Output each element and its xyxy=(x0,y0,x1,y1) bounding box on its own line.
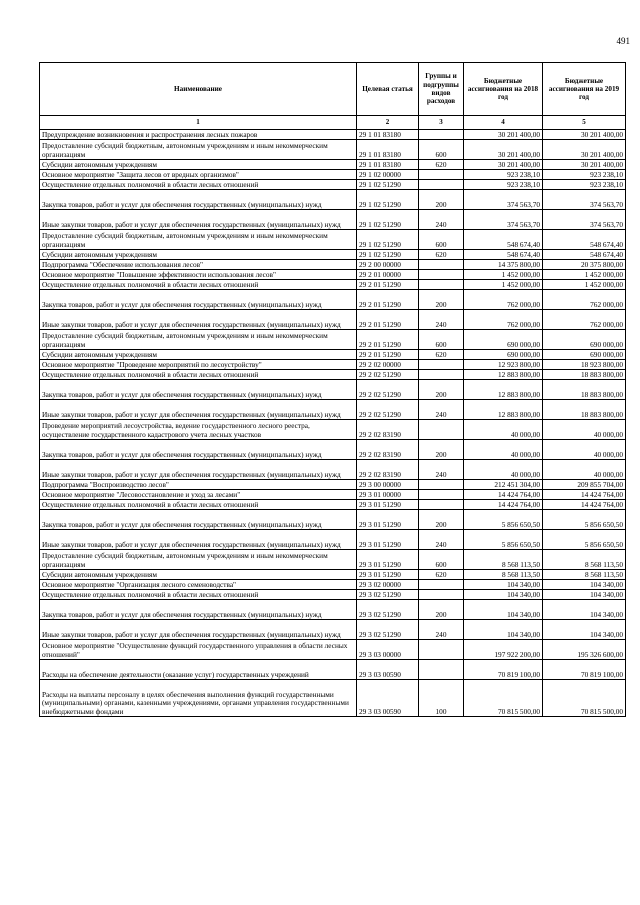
row-expense-group xyxy=(419,590,464,600)
row-target-article: 29 3 02 00000 xyxy=(357,580,419,590)
row-allocation-2018: 70 819 100,00 xyxy=(464,660,543,680)
row-allocation-2019: 762 000,00 xyxy=(543,290,626,310)
row-expense-group xyxy=(419,500,464,510)
table-body xyxy=(40,130,626,717)
column-number: 5 xyxy=(543,116,626,130)
table-row xyxy=(40,330,626,350)
table-row xyxy=(40,490,626,500)
row-allocation-2019: 1 452 000,00 xyxy=(543,270,626,280)
row-allocation-2019: 923 238,10 xyxy=(543,180,626,190)
row-target-article: 29 3 02 51290 xyxy=(357,620,419,640)
row-expense-group: 240 xyxy=(419,210,464,230)
table-row xyxy=(40,440,626,460)
row-allocation-2019: 18 883 800,00 xyxy=(543,400,626,420)
row-allocation-2018: 374 563,70 xyxy=(464,210,543,230)
row-name: Основное мероприятие "Повышение эффективности использования лесов" xyxy=(40,270,357,280)
column-number-row xyxy=(40,116,626,130)
row-expense-group xyxy=(419,360,464,370)
row-allocation-2018: 12 883 800,00 xyxy=(464,380,543,400)
table-row xyxy=(40,500,626,510)
table-row xyxy=(40,210,626,230)
row-name: Закупка товаров, работ и услуг для обеспечения государственных (муниципальных) нужд xyxy=(40,440,357,460)
row-allocation-2019: 40 000,00 xyxy=(543,460,626,480)
row-target-article: 29 3 02 51290 xyxy=(357,590,419,600)
row-target-article: 29 3 03 00000 xyxy=(357,640,419,660)
row-allocation-2019: 690 000,00 xyxy=(543,350,626,360)
row-target-article: 29 2 02 83190 xyxy=(357,420,419,440)
row-allocation-2018: 30 201 400,00 xyxy=(464,140,543,160)
row-expense-group xyxy=(419,130,464,140)
row-name: Расходы на обеспечение деятельности (оказание услуг) государственных учреждений xyxy=(40,660,357,680)
row-expense-group: 200 xyxy=(419,190,464,210)
table-row xyxy=(40,360,626,370)
row-target-article: 29 1 02 51290 xyxy=(357,230,419,250)
row-allocation-2019: 104 340,00 xyxy=(543,620,626,640)
row-allocation-2018: 762 000,00 xyxy=(464,290,543,310)
page-number: 491 xyxy=(616,36,630,46)
table-row xyxy=(40,480,626,490)
row-allocation-2019: 548 674,40 xyxy=(543,250,626,260)
row-expense-group: 620 xyxy=(419,160,464,170)
row-name: Предупреждение возникновения и распространения лесных пожаров xyxy=(40,130,357,140)
header-2019: Бюджетные ассигнования на 2019 год xyxy=(543,63,626,116)
row-allocation-2019: 14 424 764,00 xyxy=(543,500,626,510)
row-allocation-2019: 8 568 113,50 xyxy=(543,550,626,570)
table-row xyxy=(40,550,626,570)
row-target-article: 29 3 01 51290 xyxy=(357,530,419,550)
row-name: Иные закупки товаров, работ и услуг для обеспечения государственных (муниципальных) нужд xyxy=(40,530,357,550)
table-row xyxy=(40,370,626,380)
row-allocation-2018: 40 000,00 xyxy=(464,420,543,440)
row-expense-group: 200 xyxy=(419,290,464,310)
row-allocation-2018: 1 452 000,00 xyxy=(464,280,543,290)
row-name: Осуществление отдельных полномочий в области лесных отношений xyxy=(40,280,357,290)
row-expense-group: 620 xyxy=(419,570,464,580)
row-target-article: 29 2 02 83190 xyxy=(357,460,419,480)
row-name: Иные закупки товаров, работ и услуг для обеспечения государственных (муниципальных) нужд xyxy=(40,400,357,420)
row-allocation-2018: 40 000,00 xyxy=(464,440,543,460)
row-allocation-2018: 1 452 000,00 xyxy=(464,270,543,280)
row-allocation-2019: 690 000,00 xyxy=(543,330,626,350)
row-target-article: 29 1 02 51290 xyxy=(357,180,419,190)
column-number: 4 xyxy=(464,116,543,130)
row-target-article: 29 2 00 00000 xyxy=(357,260,419,270)
row-name: Предоставление субсидий бюджетным, автономным учреждениям и иным некоммерческим организациям xyxy=(40,230,357,250)
row-allocation-2019: 104 340,00 xyxy=(543,600,626,620)
table-row xyxy=(40,250,626,260)
row-allocation-2019: 30 201 400,00 xyxy=(543,160,626,170)
row-target-article: 29 1 02 51290 xyxy=(357,210,419,230)
row-allocation-2019: 8 568 113,50 xyxy=(543,570,626,580)
row-allocation-2018: 374 563,70 xyxy=(464,190,543,210)
table-row xyxy=(40,190,626,210)
row-target-article: 29 2 02 83190 xyxy=(357,440,419,460)
row-name: Закупка товаров, работ и услуг для обеспечения государственных (муниципальных) нужд xyxy=(40,290,357,310)
row-allocation-2018: 30 201 400,00 xyxy=(464,130,543,140)
row-allocation-2018: 104 340,00 xyxy=(464,580,543,590)
row-allocation-2019: 18 923 800,00 xyxy=(543,360,626,370)
row-allocation-2019: 18 883 800,00 xyxy=(543,380,626,400)
row-name: Основное мероприятие "Организация лесного семеноводства" xyxy=(40,580,357,590)
row-name: Иные закупки товаров, работ и услуг для обеспечения государственных (муниципальных) нужд xyxy=(40,460,357,480)
row-expense-group xyxy=(419,260,464,270)
row-expense-group: 240 xyxy=(419,400,464,420)
table-row xyxy=(40,420,626,440)
row-expense-group: 620 xyxy=(419,350,464,360)
row-allocation-2018: 14 424 764,00 xyxy=(464,490,543,500)
row-name: Проведение мероприятий лесоустройства, ведение государственного лесного реестра, осуществление государственного кадастрового учета лесных участков xyxy=(40,420,357,440)
row-allocation-2019: 70 819 100,00 xyxy=(543,660,626,680)
table-row xyxy=(40,380,626,400)
row-name: Осуществление отдельных полномочий в области лесных отношений xyxy=(40,370,357,380)
row-name: Закупка товаров, работ и услуг для обеспечения государственных (муниципальных) нужд xyxy=(40,380,357,400)
row-name: Закупка товаров, работ и услуг для обеспечения государственных (муниципальных) нужд xyxy=(40,190,357,210)
column-number: 2 xyxy=(357,116,419,130)
table-row xyxy=(40,580,626,590)
table-row xyxy=(40,290,626,310)
row-target-article: 29 3 02 51290 xyxy=(357,600,419,620)
row-target-article: 29 2 02 00000 xyxy=(357,360,419,370)
header-row xyxy=(40,63,626,116)
row-target-article: 29 1 02 00000 xyxy=(357,170,419,180)
row-allocation-2019: 70 815 500,00 xyxy=(543,680,626,717)
column-number: 1 xyxy=(40,116,357,130)
row-expense-group: 600 xyxy=(419,230,464,250)
row-expense-group: 200 xyxy=(419,600,464,620)
row-target-article: 29 2 01 51290 xyxy=(357,350,419,360)
row-allocation-2019: 40 000,00 xyxy=(543,420,626,440)
row-name: Субсидии автономным учреждениям xyxy=(40,160,357,170)
table-row xyxy=(40,620,626,640)
table-row xyxy=(40,280,626,290)
row-expense-group: 200 xyxy=(419,380,464,400)
row-name: Основное мероприятие "Лесовосстановление и уход за лесами" xyxy=(40,490,357,500)
row-name: Предоставление субсидий бюджетным, автономным учреждениям и иным некоммерческим организациям xyxy=(40,330,357,350)
row-allocation-2019: 18 883 800,00 xyxy=(543,370,626,380)
table-row xyxy=(40,260,626,270)
row-allocation-2018: 104 340,00 xyxy=(464,600,543,620)
row-allocation-2019: 40 000,00 xyxy=(543,440,626,460)
column-number: 3 xyxy=(419,116,464,130)
row-allocation-2018: 690 000,00 xyxy=(464,350,543,360)
row-target-article: 29 3 01 00000 xyxy=(357,490,419,500)
table-row xyxy=(40,350,626,360)
row-name: Осуществление отдельных полномочий в области лесных отношений xyxy=(40,590,357,600)
row-allocation-2019: 1 452 000,00 xyxy=(543,280,626,290)
row-expense-group xyxy=(419,660,464,680)
row-name: Субсидии автономным учреждениям xyxy=(40,250,357,260)
row-expense-group xyxy=(419,370,464,380)
table-row xyxy=(40,230,626,250)
row-target-article: 29 3 01 51290 xyxy=(357,550,419,570)
row-target-article: 29 1 01 83180 xyxy=(357,140,419,160)
table-row xyxy=(40,530,626,550)
row-expense-group: 620 xyxy=(419,250,464,260)
table-row xyxy=(40,590,626,600)
row-expense-group xyxy=(419,280,464,290)
row-allocation-2018: 104 340,00 xyxy=(464,620,543,640)
row-allocation-2018: 212 451 304,00 xyxy=(464,480,543,490)
row-name: Основное мероприятие "Проведение мероприятий по лесоустройству" xyxy=(40,360,357,370)
table-row xyxy=(40,600,626,620)
row-allocation-2018: 104 340,00 xyxy=(464,590,543,600)
row-name: Предоставление субсидий бюджетным, автономным учреждениям и иным некоммерческим организациям xyxy=(40,550,357,570)
row-name: Иные закупки товаров, работ и услуг для обеспечения государственных (муниципальных) нужд xyxy=(40,210,357,230)
row-name: Субсидии автономным учреждениям xyxy=(40,570,357,580)
row-name: Основное мероприятие "Осуществление функций государственного управления в области лесных отношений" xyxy=(40,640,357,660)
row-allocation-2019: 30 201 400,00 xyxy=(543,140,626,160)
row-target-article: 29 2 01 51290 xyxy=(357,330,419,350)
row-allocation-2018: 548 674,40 xyxy=(464,230,543,250)
row-allocation-2018: 30 201 400,00 xyxy=(464,160,543,170)
row-allocation-2019: 5 856 650,50 xyxy=(543,530,626,550)
header-2018: Бюджетные ассигнования на 2018 год xyxy=(464,63,543,116)
row-name: Закупка товаров, работ и услуг для обеспечения государственных (муниципальных) нужд xyxy=(40,600,357,620)
row-expense-group: 200 xyxy=(419,510,464,530)
row-name: Иные закупки товаров, работ и услуг для обеспечения государственных (муниципальных) нужд xyxy=(40,310,357,330)
table-row xyxy=(40,680,626,717)
row-name: Предоставление субсидий бюджетным, автономным учреждениям и иным некоммерческим организациям xyxy=(40,140,357,160)
row-name: Иные закупки товаров, работ и услуг для обеспечения государственных (муниципальных) нужд xyxy=(40,620,357,640)
row-allocation-2019: 5 856 650,50 xyxy=(543,510,626,530)
row-allocation-2019: 30 201 400,00 xyxy=(543,130,626,140)
row-allocation-2018: 70 815 500,00 xyxy=(464,680,543,717)
row-name: Подпрограмма "Воспроизводство лесов" xyxy=(40,480,357,490)
table-row xyxy=(40,180,626,190)
table-row xyxy=(40,660,626,680)
row-target-article: 29 1 02 51290 xyxy=(357,190,419,210)
table-row xyxy=(40,640,626,660)
row-expense-group: 240 xyxy=(419,310,464,330)
row-allocation-2018: 8 568 113,50 xyxy=(464,570,543,580)
row-name: Субсидии автономным учреждениям xyxy=(40,350,357,360)
row-allocation-2018: 548 674,40 xyxy=(464,250,543,260)
row-name: Основное мероприятие "Защита лесов от вредных организмов" xyxy=(40,170,357,180)
row-allocation-2018: 12 883 800,00 xyxy=(464,370,543,380)
row-target-article: 29 3 01 51290 xyxy=(357,570,419,580)
table-row xyxy=(40,270,626,280)
row-target-article: 29 2 02 51290 xyxy=(357,400,419,420)
row-allocation-2019: 20 375 800,00 xyxy=(543,260,626,270)
row-target-article: 29 3 03 00590 xyxy=(357,660,419,680)
row-allocation-2018: 14 375 800,00 xyxy=(464,260,543,270)
row-allocation-2018: 40 000,00 xyxy=(464,460,543,480)
row-name: Подпрограмма "Обеспечение использования лесов" xyxy=(40,260,357,270)
row-name: Закупка товаров, работ и услуг для обеспечения государственных (муниципальных) нужд xyxy=(40,510,357,530)
row-target-article: 29 2 01 00000 xyxy=(357,270,419,280)
table-row xyxy=(40,460,626,480)
row-expense-group: 240 xyxy=(419,530,464,550)
row-allocation-2019: 923 238,10 xyxy=(543,170,626,180)
row-allocation-2019: 374 563,70 xyxy=(543,190,626,210)
row-target-article: 29 1 01 83180 xyxy=(357,130,419,140)
row-target-article: 29 3 01 51290 xyxy=(357,500,419,510)
table-row xyxy=(40,570,626,580)
row-expense-group: 600 xyxy=(419,140,464,160)
row-expense-group: 240 xyxy=(419,460,464,480)
row-allocation-2018: 197 922 200,00 xyxy=(464,640,543,660)
table-row xyxy=(40,510,626,530)
row-expense-group xyxy=(419,420,464,440)
row-allocation-2018: 5 856 650,50 xyxy=(464,530,543,550)
row-allocation-2019: 209 855 704,00 xyxy=(543,480,626,490)
row-name: Расходы на выплаты персоналу в целях обеспечения выполнения функций государственными (муниципальными) органами, казенными учреждениями, органами управления государственными внебюджетными фондами xyxy=(40,680,357,717)
row-target-article: 29 1 01 83180 xyxy=(357,160,419,170)
row-expense-group xyxy=(419,270,464,280)
row-name: Осуществление отдельных полномочий в области лесных отношений xyxy=(40,180,357,190)
row-target-article: 29 2 02 51290 xyxy=(357,370,419,380)
row-target-article: 29 3 00 00000 xyxy=(357,480,419,490)
row-expense-group xyxy=(419,180,464,190)
row-target-article: 29 3 01 51290 xyxy=(357,510,419,530)
row-allocation-2018: 14 424 764,00 xyxy=(464,500,543,510)
table-row xyxy=(40,400,626,420)
table-row xyxy=(40,170,626,180)
row-expense-group: 240 xyxy=(419,620,464,640)
row-allocation-2019: 195 326 600,00 xyxy=(543,640,626,660)
row-name: Осуществление отдельных полномочий в области лесных отношений xyxy=(40,500,357,510)
row-allocation-2018: 5 856 650,50 xyxy=(464,510,543,530)
row-expense-group xyxy=(419,490,464,500)
row-allocation-2019: 374 563,70 xyxy=(543,210,626,230)
table-row xyxy=(40,140,626,160)
table-row xyxy=(40,130,626,140)
row-allocation-2018: 923 238,10 xyxy=(464,180,543,190)
header-groups: Группы и подгруппы видов расходов xyxy=(419,63,464,116)
row-target-article: 29 3 03 00590 xyxy=(357,680,419,717)
row-allocation-2019: 548 674,40 xyxy=(543,230,626,250)
row-expense-group: 600 xyxy=(419,330,464,350)
table-row xyxy=(40,310,626,330)
row-target-article: 29 2 01 51290 xyxy=(357,280,419,290)
row-expense-group: 100 xyxy=(419,680,464,717)
row-allocation-2019: 104 340,00 xyxy=(543,580,626,590)
row-expense-group: 600 xyxy=(419,550,464,570)
row-allocation-2018: 12 923 800,00 xyxy=(464,360,543,370)
row-allocation-2019: 14 424 764,00 xyxy=(543,490,626,500)
table-row xyxy=(40,160,626,170)
row-target-article: 29 2 01 51290 xyxy=(357,310,419,330)
row-expense-group xyxy=(419,580,464,590)
budget-table xyxy=(39,62,626,717)
row-expense-group xyxy=(419,480,464,490)
row-allocation-2019: 104 340,00 xyxy=(543,590,626,600)
row-target-article: 29 2 02 51290 xyxy=(357,380,419,400)
row-allocation-2018: 762 000,00 xyxy=(464,310,543,330)
row-expense-group xyxy=(419,170,464,180)
row-allocation-2019: 762 000,00 xyxy=(543,310,626,330)
row-target-article: 29 1 02 51290 xyxy=(357,250,419,260)
row-target-article: 29 2 01 51290 xyxy=(357,290,419,310)
row-allocation-2018: 8 568 113,50 xyxy=(464,550,543,570)
row-expense-group xyxy=(419,640,464,660)
row-allocation-2018: 923 238,10 xyxy=(464,170,543,180)
header-article: Целевая статья xyxy=(357,63,419,116)
row-expense-group: 200 xyxy=(419,440,464,460)
row-allocation-2018: 12 883 800,00 xyxy=(464,400,543,420)
header-name: Наименование xyxy=(40,63,357,116)
row-allocation-2018: 690 000,00 xyxy=(464,330,543,350)
